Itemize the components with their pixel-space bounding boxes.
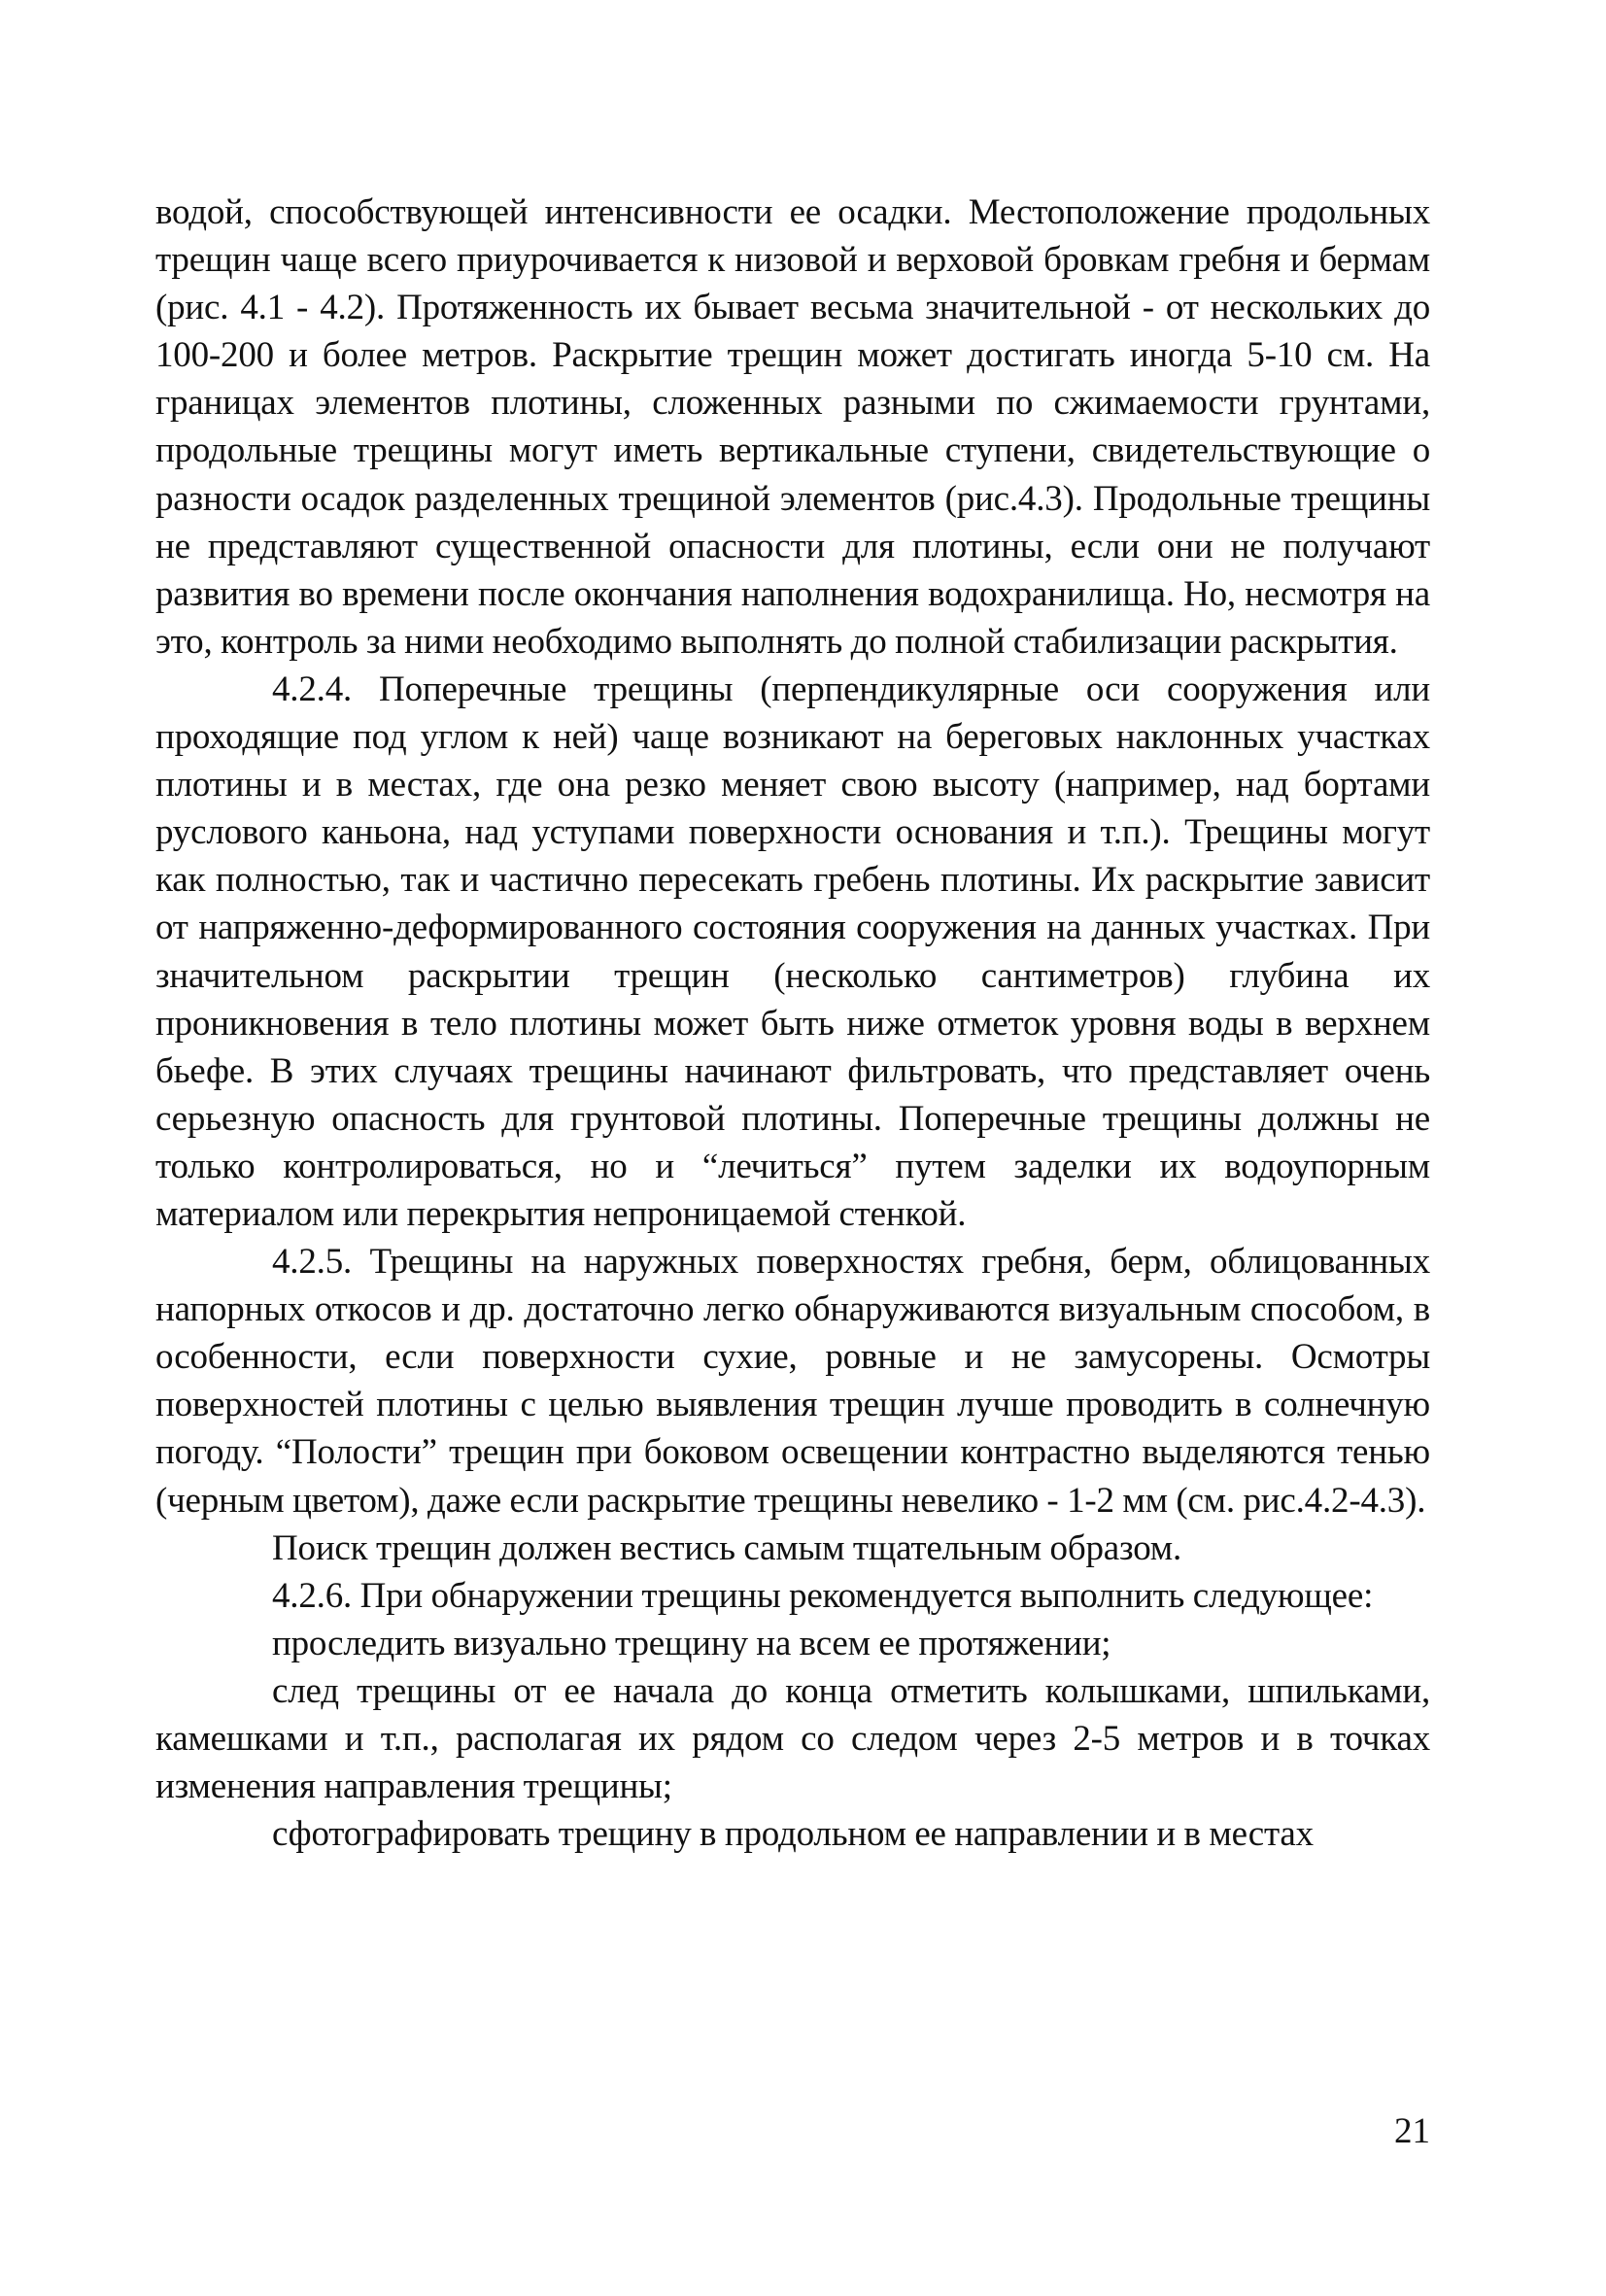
page-number: 21 [1394,2111,1430,2151]
paragraph-4-2-6: 4.2.6. При обнаружении трещины рекомендуется выполнить следующее: [272,1575,1374,1616]
paragraph-search-note: Поиск трещин должен вестись самым тщательным образом. [272,1527,1182,1568]
list-item: след трещины от ее начала до конца отметить колышками, шпильками, камешками и т.п., располагая их рядом со следом через 2-5 метров и в точках изменения направления трещины; [155,1670,1430,1807]
list-item: сфотографировать трещину в продольном ее направлении и в местах [272,1814,1314,1855]
paragraph-4-2-5: 4.2.5. Трещины на наружных поверхностях гребня, берм, облицованных напорных откосов и др. достаточно легко обнаруживаются визуальным способом, в особенности, если поверхности сухие, ровные и не замусорены. Осмотры поверхностей плотины с целью выявления трещин лучше проводить в солнечную погоду. “Полости” трещин при боковом освещении контрастно выделяются тенью (черным цветом), даже если раскрытие трещины невелико - 1-2 мм (см. рис.4.2-4.3). [155,1242,1430,1521]
paragraph-4-2-4: 4.2.4. Поперечные трещины (перпендикулярные оси сооружения или проходящие под углом к ней) чаще возникают на береговых наклонных участках плотины и в местах, где она резко меняет свою высоту (например, над бортами руслового каньона, над уступами поверхности основания и т.п.). Трещины могут как полностью, так и частично пересекать гребень плотины. Их раскрытие зависит от напряженно-деформированного состояния сооружения на данных участках. При значительном раскрытии трещин (несколько сантиметров) глубина их проникновения в тело плотины может быть ниже отметок уровня воды в верхнем бьефе. В этих случаях трещины начинают фильтровать, что представляет очень серьезную опасность для грунтовой плотины. Поперечные трещины должны не только контролироваться, но и “лечиться” путем заделки их водоупорным материалом или перекрытия непроницаемой стенкой. [155,668,1430,1234]
list-item: проследить визуально трещину на всем ее протяжении; [272,1623,1111,1663]
paragraph-continuation: водой, способствующей интенсивности ее осадки. Местоположение продольных трещин чаще всего приурочивается к низовой и верховой бровкам гребня и бермам (рис. 4.1 - 4.2). Протяженность их бывает весьма значительной - от нескольких до 100-200 и более метров. Раскрытие трещин может достигать иногда 5-10 см. На границах элементов плотины, сложенных разными по сжимаемости грунтами, продольные трещины могут иметь вертикальные ступени, свидетельствующие о разности осадок разделенных трещиной элементов (рис.4.3). Продольные трещины не представляют существенной опасности для плотины, если они не получают развития во времени после окончания наполнения водохранилища. Но, несмотря на это, контроль за ними необходимо выполнять до полной стабилизации раскрытия. [155,192,1430,662]
text-body [155,188,1430,1858]
